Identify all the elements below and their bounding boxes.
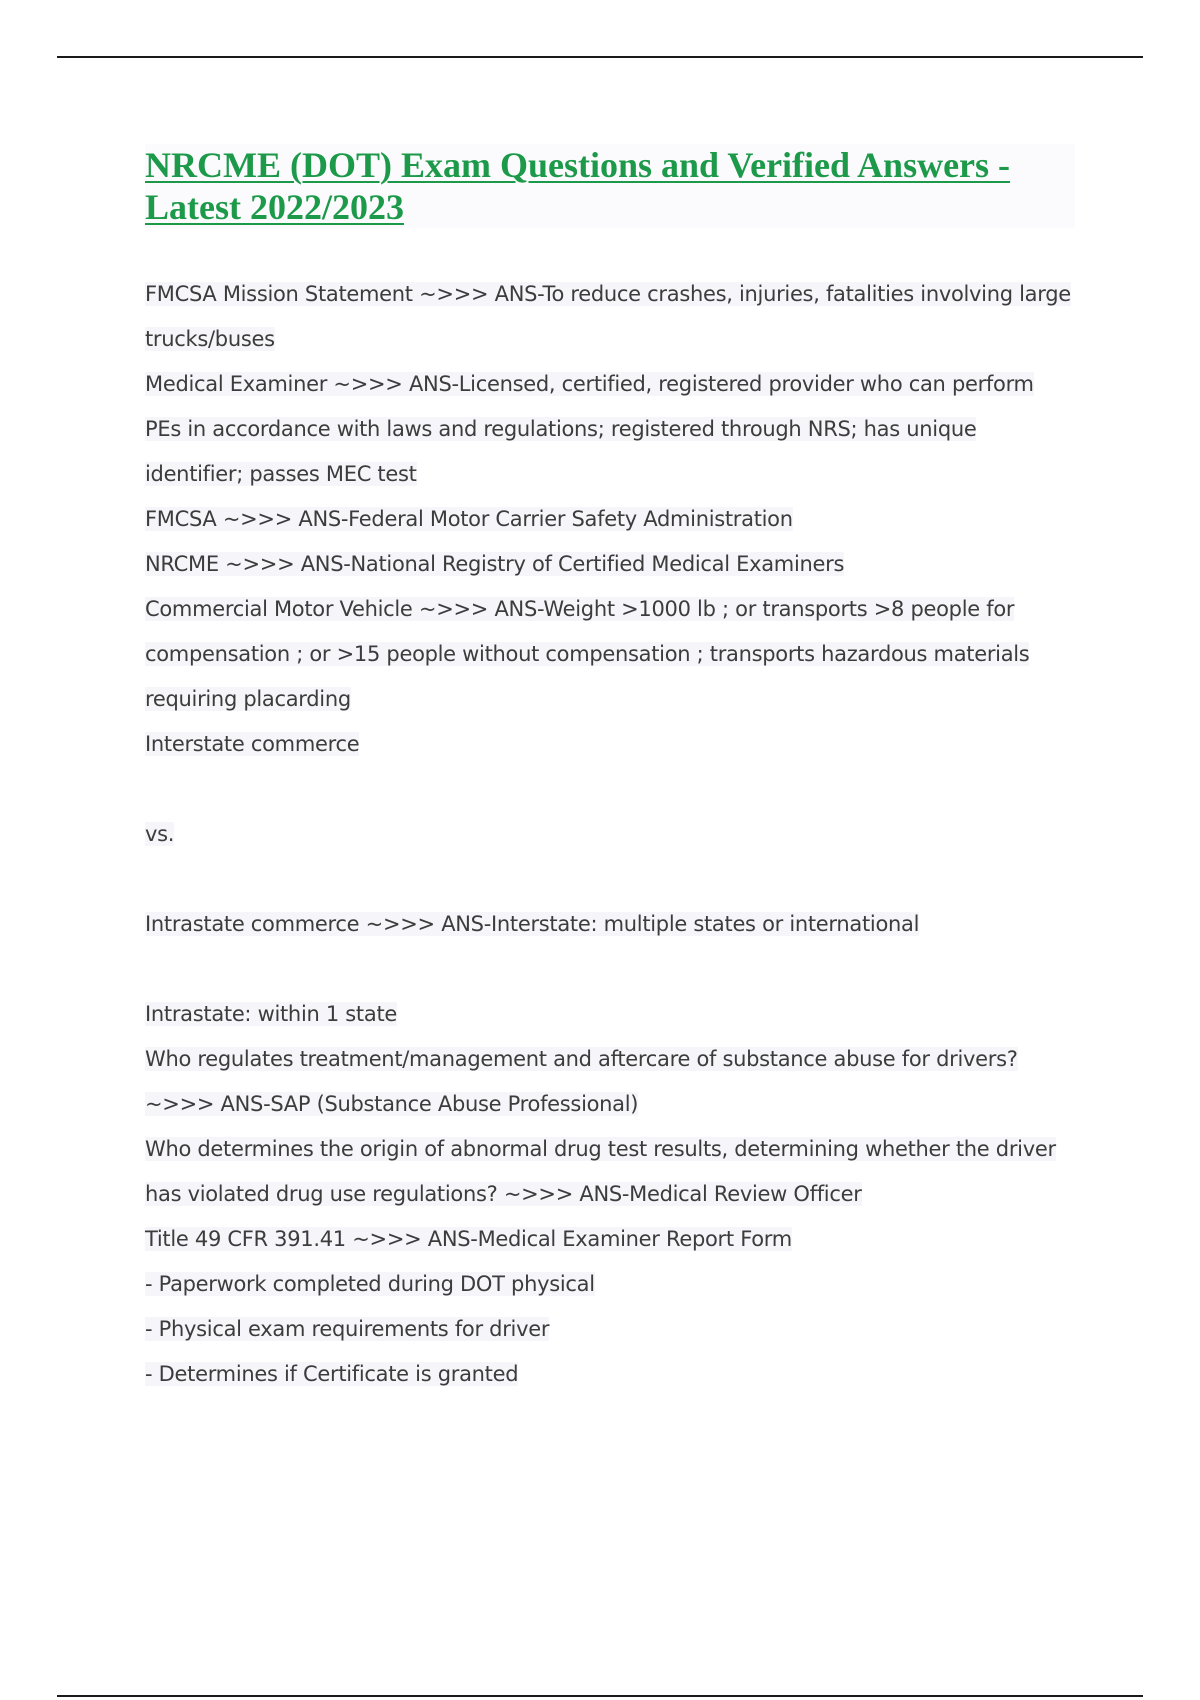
qa-versus: vs.	[145, 822, 175, 846]
spacer	[145, 947, 1075, 992]
document-body	[145, 272, 1075, 1397]
qa-fmcsa-mission: FMCSA Mission Statement ~>>> ANS-To reduce crashes, injuries, fatalities involving large trucks/buses	[145, 282, 1071, 351]
document-title: NRCME (DOT) Exam Questions and Verified Answers - Latest 2022/2023	[145, 144, 1075, 228]
list-item: - Physical exam requirements for driver	[145, 1317, 550, 1341]
qa-fmcsa: FMCSA ~>>> ANS-Federal Motor Carrier Safety Administration	[145, 507, 793, 531]
qa-commercial-motor-vehicle: Commercial Motor Vehicle ~>>> ANS-Weight >1000 lb ; or transports >8 people for compensation ; or >15 people without compensation ; transports hazardous materials requiring placarding	[145, 597, 1030, 711]
qa-intrastate-answer: Intrastate commerce ~>>> ANS-Interstate: multiple states or international	[145, 912, 920, 936]
qa-substance-abuse: Who regulates treatment/management and aftercare of substance abuse for drivers? ~>>> ANS-SAP (Substance Abuse Professional)	[145, 1047, 1018, 1116]
qa-intrastate-detail: Intrastate: within 1 state	[145, 1002, 397, 1026]
spacer	[145, 857, 1075, 902]
top-rule	[57, 56, 1143, 58]
qa-drug-test-review: Who determines the origin of abnormal drug test results, determining whether the driver has violated drug use regulations? ~>>> ANS-Medical Review Officer	[145, 1137, 1056, 1206]
spacer	[145, 767, 1075, 812]
qa-medical-examiner: Medical Examiner ~>>> ANS-Licensed, certified, registered provider who can perform PEs in accordance with laws and regulations; registered through NRS; has unique identifier; passes MEC test	[145, 372, 1034, 486]
bottom-rule	[57, 1695, 1143, 1697]
qa-interstate-question: Interstate commerce	[145, 732, 360, 756]
qa-title-49-cfr: Title 49 CFR 391.41 ~>>> ANS-Medical Examiner Report Form	[145, 1227, 792, 1251]
qa-nrcme: NRCME ~>>> ANS-National Registry of Certified Medical Examiners	[145, 552, 845, 576]
list-item: - Determines if Certificate is granted	[145, 1362, 519, 1386]
list-item: - Paperwork completed during DOT physical	[145, 1272, 595, 1296]
